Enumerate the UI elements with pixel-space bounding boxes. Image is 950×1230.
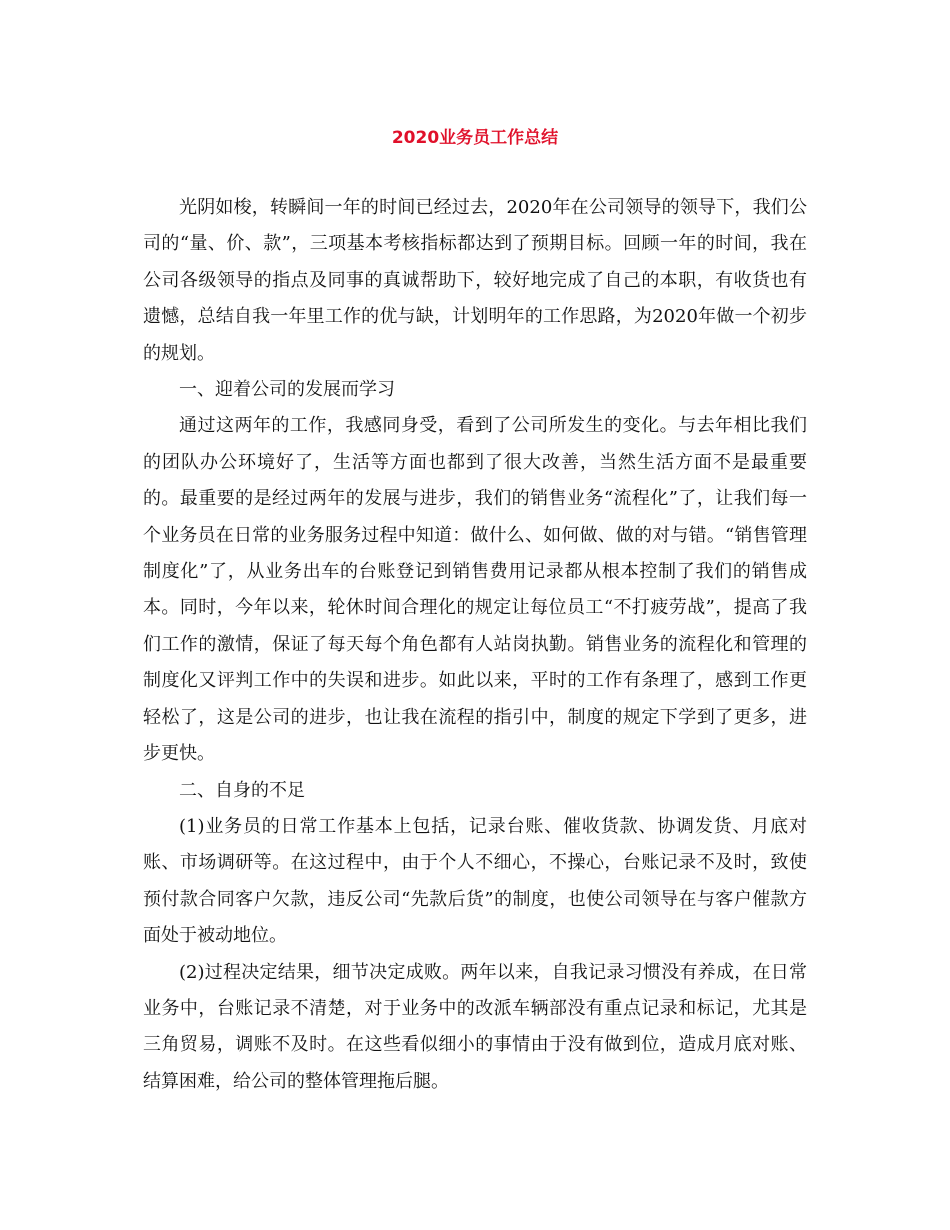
section-heading-2: 二、自身的不足 — [179, 779, 305, 801]
section-heading-1: 一、迎着公司的发展而学习 — [179, 379, 395, 401]
document-title: 2020业务员工作总结 — [391, 128, 559, 148]
intro-paragraph: 光阴如梭，转瞬间一年的时间已经过去，2020年在公司领导的领导下，我们公司的“量、价、款”，三项基本考核指标都达到了预期目标。回顾一年的时间，我在公司各级领导的指点及同事的真诚帮助下，较好地完成了自己的本职，有收货也有遗憾，总结自我一年里工作的优与缺，计划明年的工作思路，为2020年做一个初步的规划。 — [143, 197, 807, 364]
section-2-item-1: (1)业务员的日常工作基本上包括，记录台账、催收货款、协调发货、月底对账、市场调研等。在这过程中，由于个人不细心，不操心，台账记录不及时，致使预付款合同客户欠款，违反公司“先款后货”的制度，也使公司领导在与客户催款方面处于被动地位。 — [143, 815, 807, 947]
section-1-paragraph: 通过这两年的工作，我感同身受，看到了公司所发生的变化。与去年相比我们的团队办公环境好了，生活等方面也都到了很大改善，当然生活方面不是最重要的。最重要的是经过两年的发展与进步，我们的销售业务“流程化”了，让我们每一个业务员在日常的业务服务过程中知道：做什么、如何做、做的对与错。“销售管理制度化”了，从业务出车的台账登记到销售费用记录都从根本控制了我们的销售成本。同时，今年以来，轮休时间合理化的规定让每位员工“不打疲劳战”，提高了我们工作的激情，保证了每天每个角色都有人站岗执勤。销售业务的流程化和管理的制度化又评判工作中的失误和进步。如此以来，平时的工作有条理了，感到工作更轻松了，这是公司的进步，也让我在流程的指引中，制度的规定下学到了更多，进步更快。 — [143, 415, 807, 765]
document-body — [143, 190, 807, 1100]
section-2-item-2: (2)过程决定结果，细节决定成败。两年以来，自我记录习惯没有养成，在日常业务中，台账记录不清楚，对于业务中的改派车辆部没有重点记录和标记，尤其是三角贸易，调账不及时。在这些看似细小的事情由于没有做到位，造成月底对账、结算困难，给公司的整体管理拖后腿。 — [143, 961, 807, 1092]
